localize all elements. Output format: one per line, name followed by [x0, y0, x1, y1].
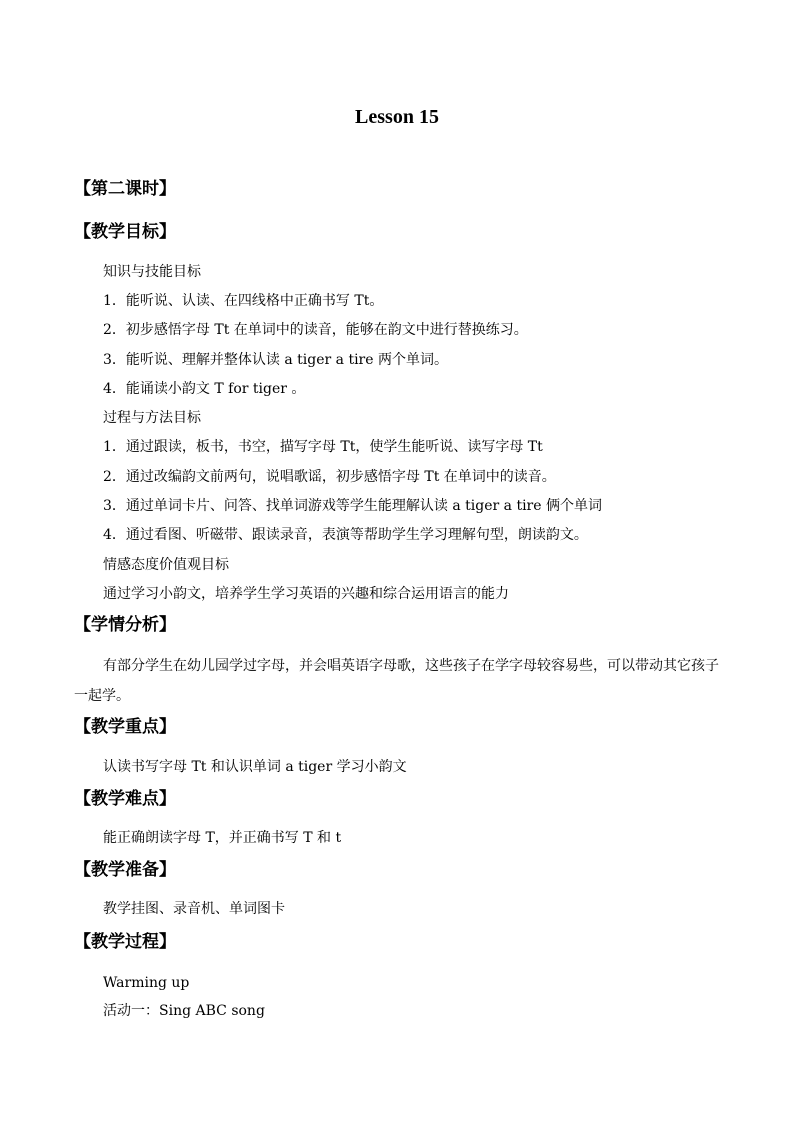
- difficulties-text: 能正确朗读字母 T，并正确书写 T 和 t: [103, 830, 342, 846]
- section-heading-objectives: 【教学目标】: [74, 222, 176, 242]
- knowledge-item: 3．能听说、理解并整体认读 a tiger a tire 两个单词。: [103, 352, 448, 368]
- section-heading-analysis: 【学情分析】: [74, 615, 176, 635]
- section-heading-preparation: 【教学准备】: [74, 860, 176, 880]
- section-heading-difficulties: 【教学难点】: [74, 789, 176, 809]
- process-method-item: 3．通过单词卡片、问答、找单词游戏等学生能理解认读 a tiger a tire 俩个单词: [103, 498, 602, 514]
- process-method-heading: 过程与方法目标: [103, 410, 201, 426]
- process-method-item: 4．通过看图、听磁带、跟读录音，表演等帮助学生学习理解句型，朗读韵文。: [103, 527, 588, 543]
- knowledge-heading: 知识与技能目标: [103, 264, 201, 280]
- section-heading-process: 【教学过程】: [74, 932, 176, 952]
- page-title: Lesson 15: [355, 106, 439, 128]
- key-points-text: 认读书写字母 Tt 和认识单词 a tiger 学习小韵文: [103, 759, 407, 775]
- preparation-text: 教学挂图、录音机、单词图卡: [103, 901, 285, 917]
- activity-text: 活动一：Sing ABC song: [103, 1003, 265, 1019]
- section-heading-key-points: 【教学重点】: [74, 717, 176, 737]
- section-heading-period: 【第二课时】: [74, 179, 176, 199]
- emotion-heading: 情感态度价值观目标: [103, 557, 229, 573]
- knowledge-item: 1．能听说、认读、在四线格中正确书写 Tt。: [103, 293, 384, 309]
- warmup-text: Warming up: [103, 975, 190, 991]
- knowledge-item: 2．初步感悟字母 Tt 在单词中的读音，能够在韵文中进行替换练习。: [103, 322, 528, 338]
- knowledge-item: 4．能诵读小韵文 T for tiger 。: [103, 381, 306, 397]
- process-method-item: 1．通过跟读，板书，书空，描写字母 Tt，使学生能听说、读写字母 Tt: [103, 439, 543, 455]
- emotion-text: 通过学习小韵文，培养学生学习英语的兴趣和综合运用语言的能力: [103, 586, 509, 602]
- analysis-text: 有部分学生在幼儿园学过字母，并会唱英语字母歌，这些孩子在学字母较容易些，可以带动其它孩子一起学。: [74, 658, 719, 704]
- process-method-item: 2．通过改编韵文前两句，说唱歌谣，初步感悟字母 Tt 在单词中的读音。: [103, 469, 556, 485]
